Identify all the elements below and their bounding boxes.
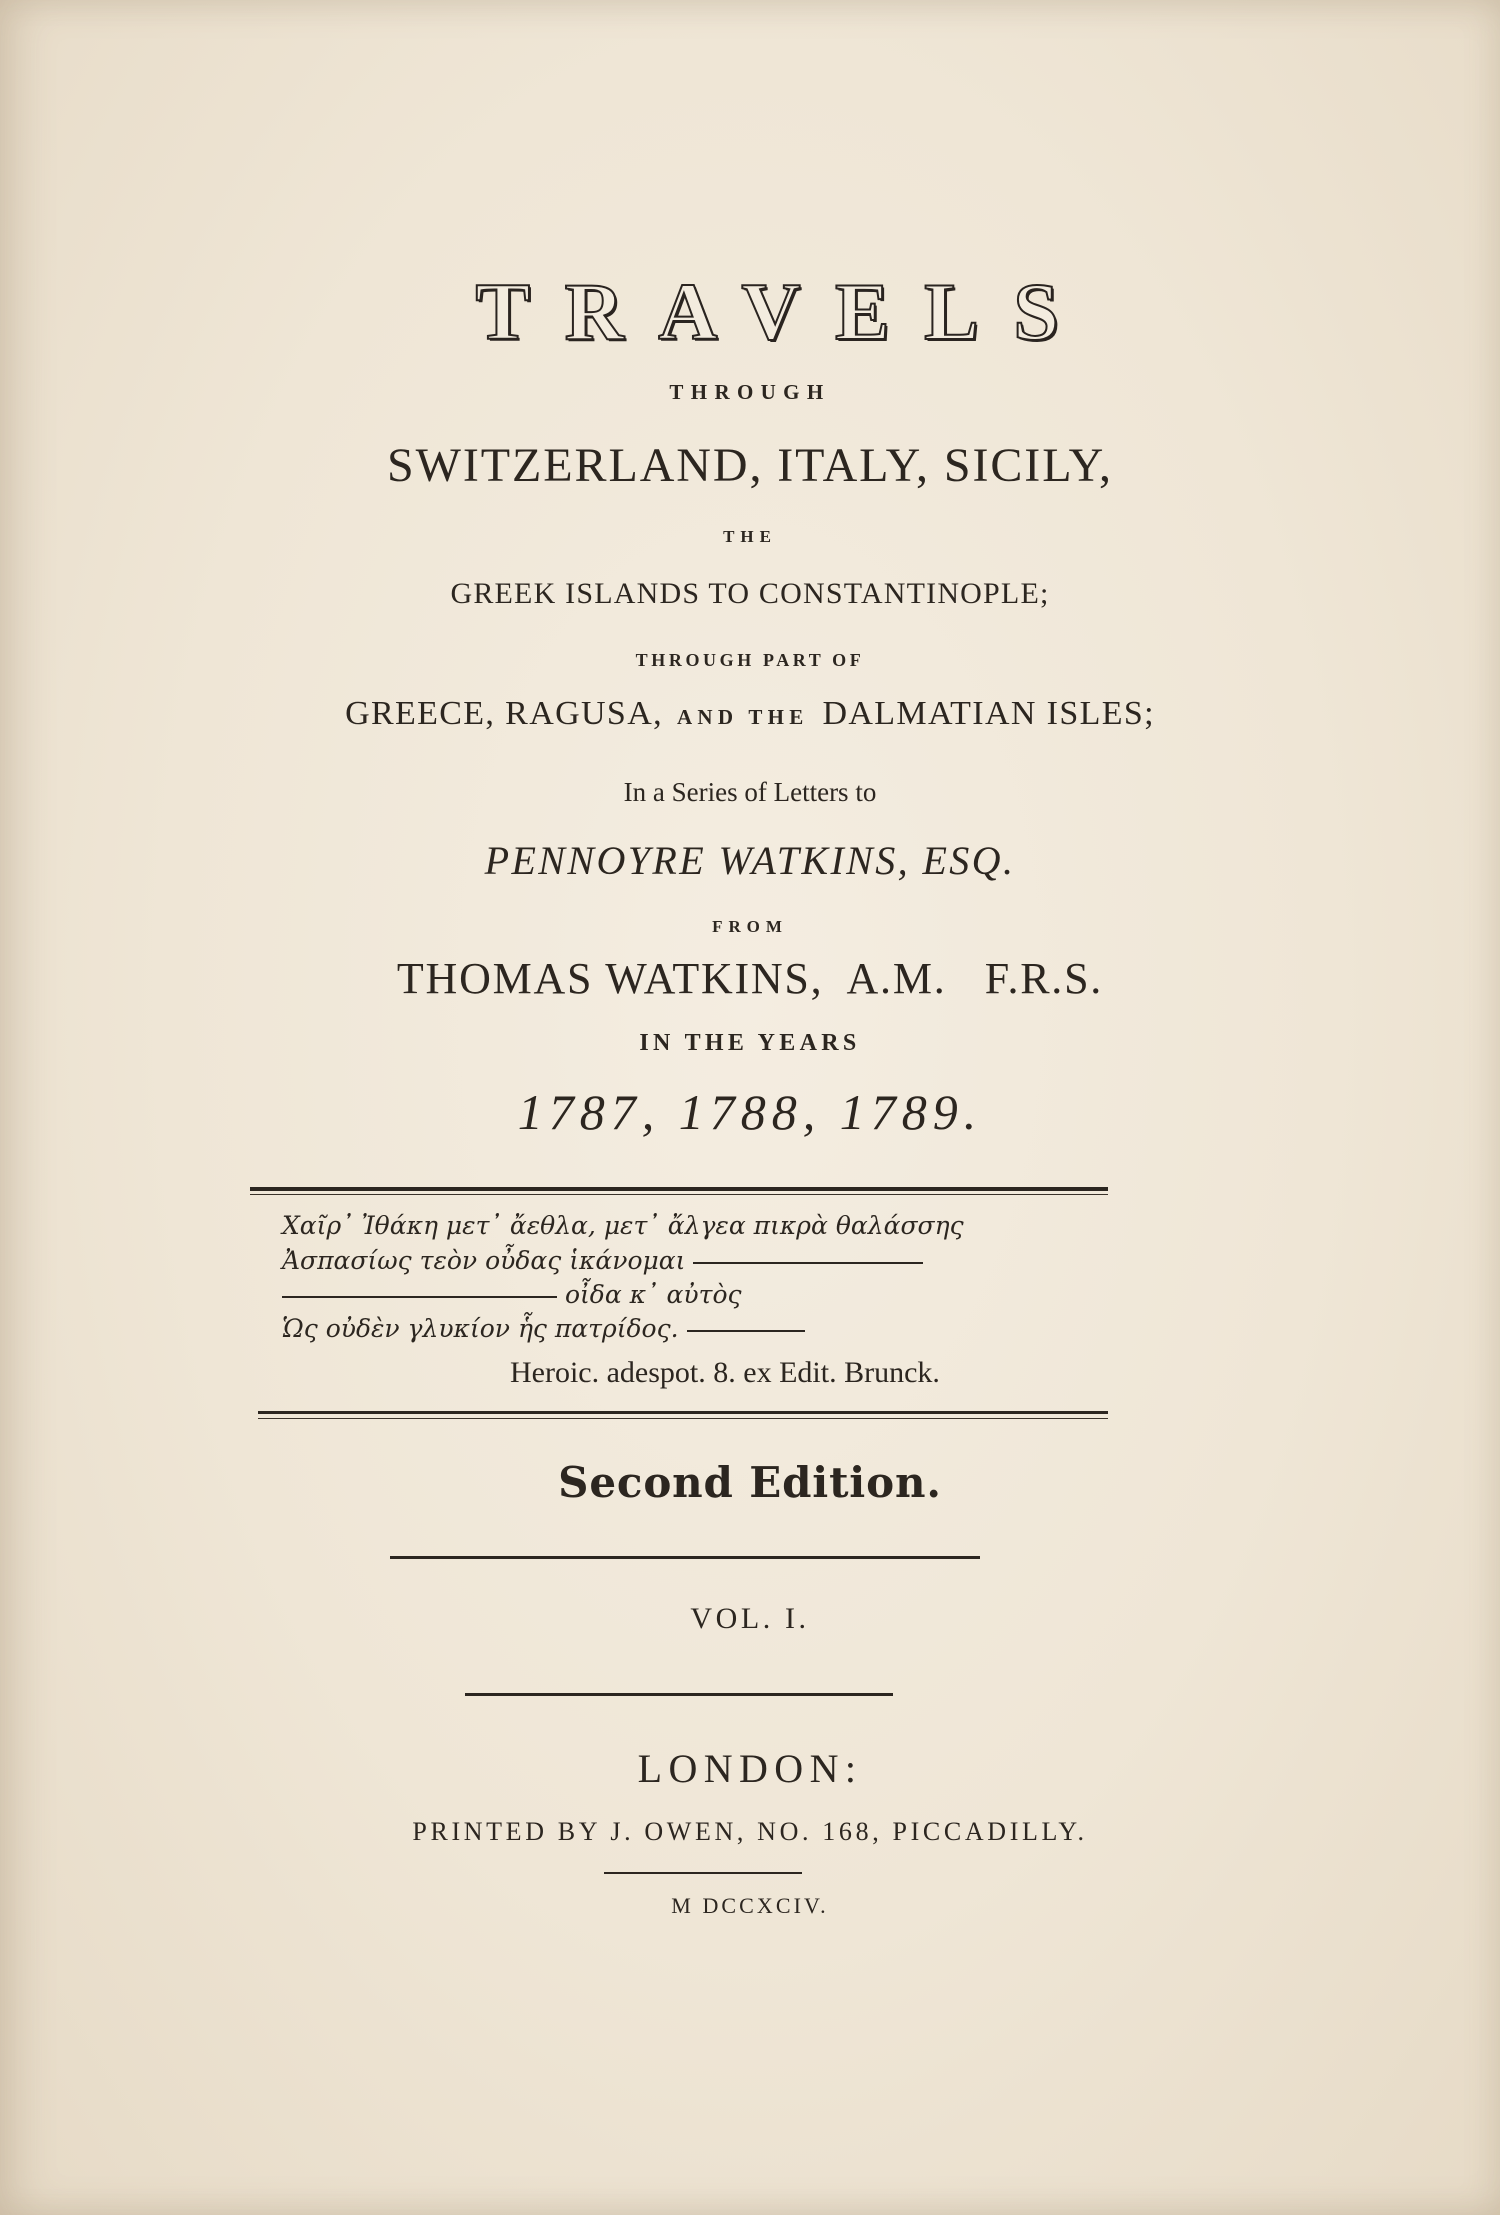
volume-rule xyxy=(465,1693,893,1696)
places-line-3 xyxy=(0,695,1500,733)
series-line: In a Series of Letters to xyxy=(623,777,877,807)
upper-rule xyxy=(250,1187,1108,1191)
epigraph-dash xyxy=(693,1262,923,1264)
imprint-rule xyxy=(604,1872,802,1874)
epigraph-line-3 xyxy=(282,1280,742,1309)
the-label: THE xyxy=(723,527,777,546)
book-title: TRAVELS xyxy=(475,266,1094,357)
epigraph-line-3-text: οἶδα κ᾽ αὐτὸς xyxy=(564,1280,742,1309)
imprint-place: LONDON: xyxy=(637,1746,863,1791)
places-line-1: SWITZERLAND, ITALY, SICILY, xyxy=(387,439,1113,492)
imprint-printer: PRINTED BY J. OWEN, NO. 168, PICCADILLY. xyxy=(412,1817,1088,1846)
epigraph-line-4-text: Ὡς οὐδὲν γλυκίον ἧς πατρίδος. xyxy=(282,1314,679,1343)
volume-label: VOL. I. xyxy=(690,1602,810,1635)
places-line-3-first: GREECE, RAGUSA, xyxy=(345,695,663,732)
recipient-name: PENNOYRE WATKINS, ESQ. xyxy=(484,838,1016,883)
epigraph-line-2-text: Ἀσπασίως τεὸν οὖδας ἱκάνομαι xyxy=(282,1246,686,1275)
epigraph-dash xyxy=(282,1296,557,1298)
in-the-years-label: IN THE YEARS xyxy=(639,1030,861,1056)
and-the-label: AND THE xyxy=(676,705,809,729)
through-part-of-label: THROUGH PART OF xyxy=(635,650,865,670)
epigraph-line-1: Χαῖρ᾽ Ἰθάκη μετ᾽ ἄεθλα, μετ᾽ ἄλγεα πικρὰ θαλάσσης xyxy=(282,1211,964,1240)
edition-rule xyxy=(390,1556,980,1559)
epigraph-citation: Heroic. adespot. 8. ex Edit. Brunck. xyxy=(510,1356,940,1389)
author-name: THOMAS WATKINS, A.M. F.R.S. xyxy=(396,954,1104,1003)
epigraph-dash xyxy=(687,1330,805,1332)
lower-rule xyxy=(258,1411,1108,1414)
years: 1787, 1788, 1789. xyxy=(517,1084,983,1140)
edition-label: Second Edition. xyxy=(558,1458,942,1507)
places-line-3-last: DALMATIAN ISLES; xyxy=(822,695,1155,732)
from-label: FROM xyxy=(712,917,788,936)
places-line-2: GREEK ISLANDS TO CONSTANTINOPLE; xyxy=(450,577,1050,610)
through-label: THROUGH xyxy=(669,380,831,404)
epigraph-line-2 xyxy=(282,1246,923,1275)
epigraph-line-4 xyxy=(282,1314,805,1343)
imprint-date: M DCCXCIV. xyxy=(671,1893,829,1918)
